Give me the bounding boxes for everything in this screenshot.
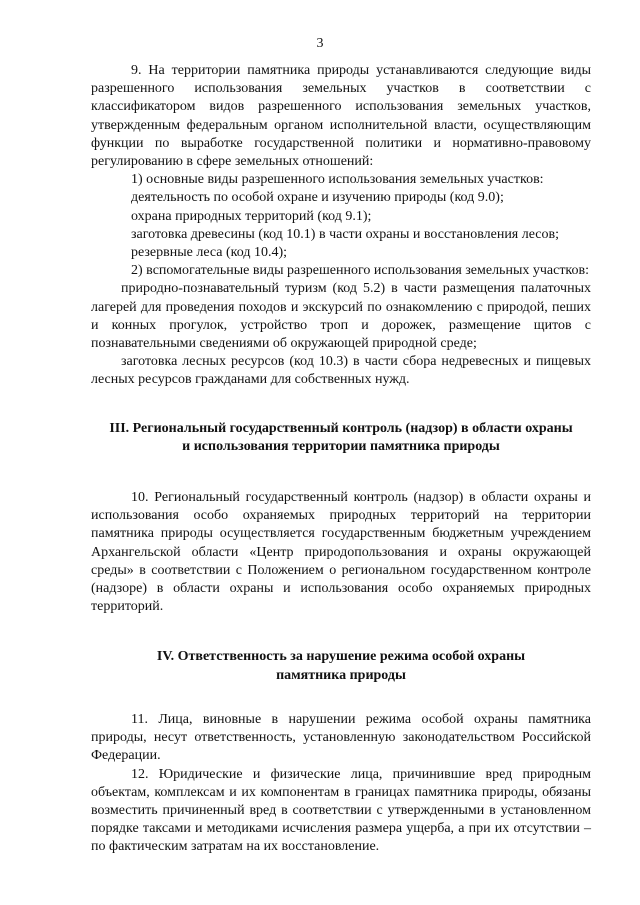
paragraph-9: 9. На территории памятника природы устанавливаются следующие виды разрешенного использования земельных участков в соответствии с классификатором видов разрешенного использования земельных участков, утвержденным федеральным органом исполнительной власти, осуществляющим функции по выработке государственной политики и нормативно-правовому регулированию в сфере земельных отношений:: [91, 63, 591, 170]
section-4-title-line-2: памятника природы: [276, 667, 406, 683]
aux-type-item: природно-познавательный туризм (код 5.2) в части размещения палаточных лагерей для проведения походов и экскурсий по ознакомлению с природой, пеших и конных прогулок, устройство троп и дорожек, размещение щитов с познавательными сведениями об окружающей природной среде;: [91, 281, 591, 352]
paragraph-11: 11. Лица, виновные в нарушении режима особой охраны памятника природы, несут ответственность, установленную законодательством Российской Федерации.: [91, 711, 591, 764]
main-type-item: заготовка древесины (код 10.1) в части охраны и восстановления лесов;: [131, 226, 560, 242]
aux-types-title: 2) вспомогательные виды разрешенного использования земельных участков:: [131, 263, 590, 279]
paragraph-10: 10. Региональный государственный контроль (надзор) в области охраны и использования особо охраняемых природных территорий на территории памятника природы осуществляется государственным бюджетным учреждением Архангельской области «Центр природопользования и охраны окружающей среды» в соответствии с Положением о региональном государственном контроле (надзоре) в области охраны и использования особо охраняемых природных территорий.: [91, 490, 591, 615]
section-4-heading: [91, 648, 591, 684]
main-type-item: охрана природных территорий (код 9.1);: [131, 208, 372, 224]
main-type-item: деятельность по особой охране и изучению природы (код 9.0);: [131, 190, 504, 206]
section-3-title-line-1: III. Региональный государственный контроль (надзор) в области охраны: [109, 420, 573, 436]
document-body: [91, 62, 591, 857]
aux-type-item: заготовка лесных ресурсов (код 10.3) в части сбора недревесных и пищевых лесных ресурсов гражданами для собственных нужд.: [91, 354, 591, 388]
paragraph-12: 12. Юридические и физические лица, причинившие вред природным объектам, комплексам и их компонентам в границах памятника природы, обязаны возместить причиненный вред в соответствии с утвержденными в установленном порядке таксами и методиками исчисления размера ущерба, а при их отсутствии – по фактическим затратам на их восстановление.: [91, 766, 591, 855]
section-3-heading: [91, 420, 591, 456]
section-3-title-line-2: и использования территории памятника природы: [182, 438, 500, 454]
main-type-item: резервные леса (код 10.4);: [131, 245, 288, 261]
page-number: 3: [316, 36, 324, 51]
main-types-title: 1) основные виды разрешенного использования земельных участков:: [131, 172, 544, 188]
section-4-title-line-1: IV. Ответственность за нарушение режима особой охраны: [156, 649, 526, 665]
